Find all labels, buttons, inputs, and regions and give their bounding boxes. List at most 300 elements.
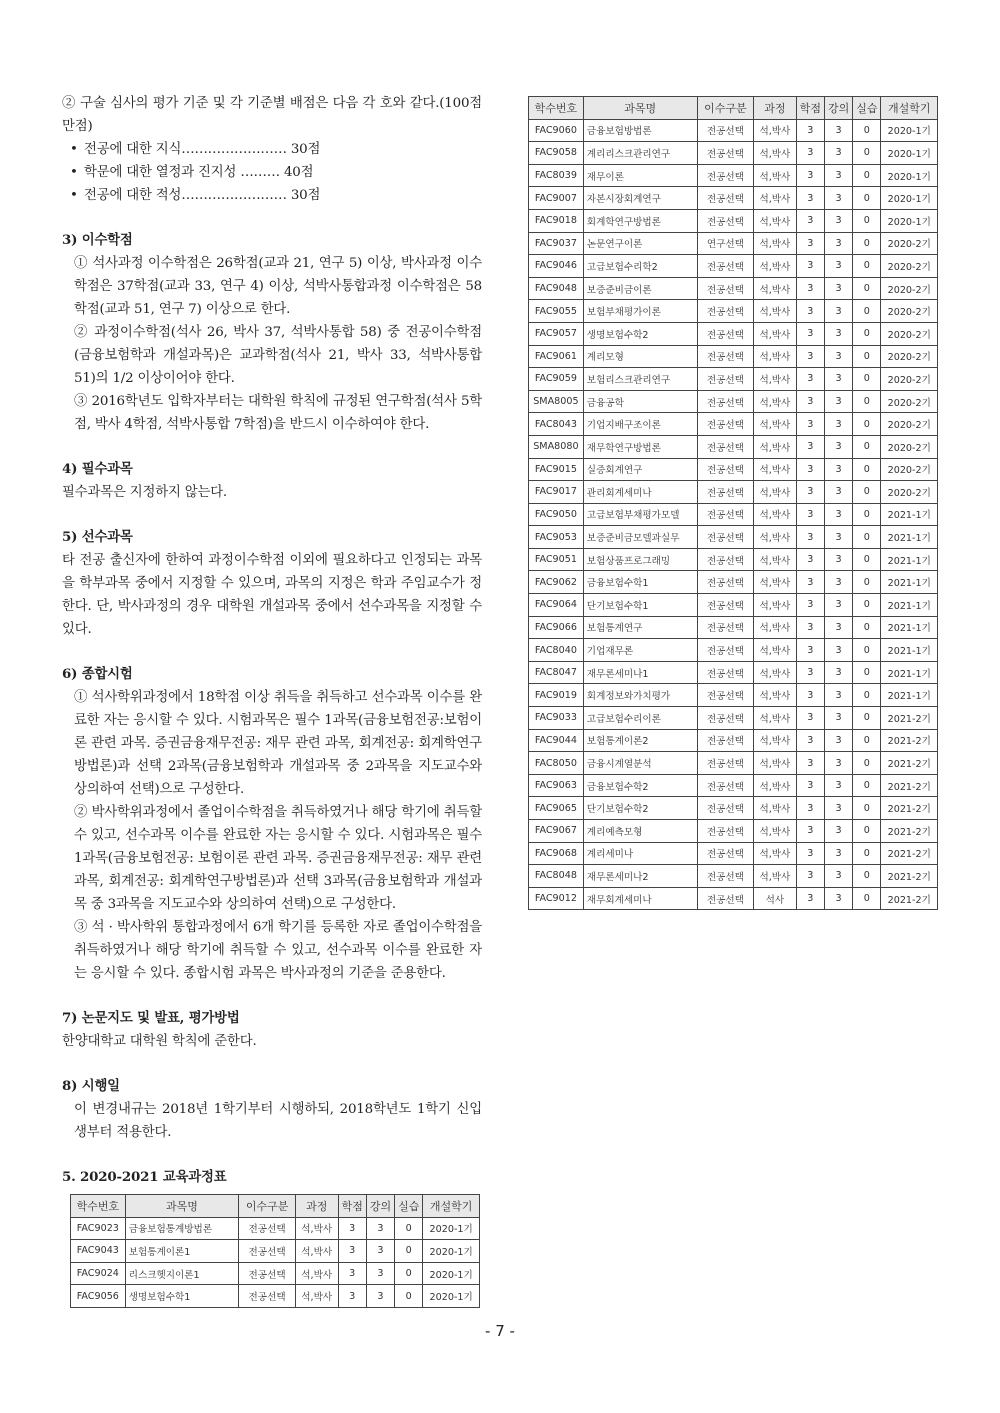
table-cell: 전공선택 xyxy=(697,277,753,300)
table-cell: 0 xyxy=(853,458,881,481)
table-row xyxy=(529,820,938,843)
table-cell: 0 xyxy=(853,232,881,255)
table-cell: 2020-2기 xyxy=(881,390,938,413)
section-title-effective-date: 8) 시행일 xyxy=(62,1078,120,1094)
table-cell: 전공선택 xyxy=(697,752,753,775)
table-row xyxy=(529,368,938,391)
table-cell: 3 xyxy=(824,255,852,278)
table-cell: 0 xyxy=(853,481,881,504)
table-row xyxy=(529,548,938,571)
table-cell: 0 xyxy=(853,368,881,391)
table-row xyxy=(529,255,938,278)
table-cell: 단기보험수학2 xyxy=(583,797,697,820)
table-cell: 석,박사 xyxy=(754,661,797,684)
table-cell: 3 xyxy=(824,594,852,617)
table-row xyxy=(529,887,938,910)
table-cell: FAC9048 xyxy=(529,277,584,300)
column-header: 학점 xyxy=(338,1195,366,1218)
table-cell: 2020-2기 xyxy=(881,458,938,481)
exam-paragraph-2: ② 박사학위과정에서 졸업이수학점을 취득하였거나 해당 학기에 취득할 수 있고, 선수과목 이수를 완료한 자는 응시할 수 있다. 시험과목은 필수 1과목(금융보험전공: 보험이론 관련 과목. 증권금융재무전공: 재무 관련 과목, 회계전공: 회계학연구방법론)과 선택 3과목(금융보험학과 개설과목 중 3과목을 지도교수와 상의하여 선택)으로 구성한다. xyxy=(74,805,482,912)
table-cell: 3 xyxy=(824,639,852,662)
table-cell: 계리리스크관리연구 xyxy=(583,142,697,165)
table-cell: 2020-2기 xyxy=(881,300,938,323)
section-title-required: 4) 필수과목 xyxy=(62,461,133,477)
table-cell: 재무론세미나1 xyxy=(583,661,697,684)
table-cell: 2020-1기 xyxy=(423,1262,480,1285)
table-cell: 석,박사 xyxy=(754,774,797,797)
column-header: 학수번호 xyxy=(71,1195,126,1218)
table-row xyxy=(529,435,938,458)
table-cell: 전공선택 xyxy=(697,413,753,436)
table-cell: 3 xyxy=(338,1285,366,1308)
table-row xyxy=(529,164,938,187)
table-cell: 석,박사 xyxy=(295,1285,338,1308)
table-row xyxy=(529,232,938,255)
table-row xyxy=(529,684,938,707)
table-row xyxy=(529,503,938,526)
table-cell: 3 xyxy=(338,1240,366,1263)
table-row xyxy=(529,639,938,662)
table-cell: 3 xyxy=(824,616,852,639)
table-cell: 3 xyxy=(824,707,852,730)
table-cell: 3 xyxy=(796,390,824,413)
table-row xyxy=(529,729,938,752)
table-cell: 3 xyxy=(824,345,852,368)
table-cell: 전공선택 xyxy=(697,458,753,481)
table-cell: 3 xyxy=(796,594,824,617)
table-cell: 석,박사 xyxy=(754,142,797,165)
table-row xyxy=(529,322,938,345)
criteria-item: • 전공에 대한 지식…………………… 30점 xyxy=(84,138,482,161)
table-cell: 석,박사 xyxy=(754,820,797,843)
criteria-item: • 전공에 대한 적성…………………… 30점 xyxy=(84,184,482,207)
column-header: 과목명 xyxy=(583,97,697,120)
table-cell: FAC9019 xyxy=(529,684,584,707)
curriculum-table-right-wrapper xyxy=(528,96,938,910)
table-cell: 전공선택 xyxy=(697,345,753,368)
table-cell: 계리세미나 xyxy=(583,842,697,865)
table-row xyxy=(529,616,938,639)
table-cell: 3 xyxy=(796,797,824,820)
table-cell: 0 xyxy=(853,164,881,187)
table-cell: 계리모형 xyxy=(583,345,697,368)
table-cell: 석,박사 xyxy=(754,639,797,662)
table-header-row xyxy=(71,1195,480,1218)
table-cell: 2020-2기 xyxy=(881,255,938,278)
table-cell: 3 xyxy=(796,345,824,368)
table-cell: FAC9063 xyxy=(529,774,584,797)
table-cell: 전공선택 xyxy=(697,300,753,323)
table-cell: 2020-1기 xyxy=(881,187,938,210)
table-cell: 2021-2기 xyxy=(881,820,938,843)
table-cell: 2020-2기 xyxy=(881,481,938,504)
table-cell: 3 xyxy=(796,435,824,458)
table-cell: 보험부채평가이론 xyxy=(583,300,697,323)
table-row xyxy=(529,571,938,594)
column-header: 학점 xyxy=(796,97,824,120)
curriculum-table-right xyxy=(528,96,938,910)
table-cell: FAC8043 xyxy=(529,413,584,436)
table-cell: 전공선택 xyxy=(697,820,753,843)
table-cell: FAC9067 xyxy=(529,820,584,843)
table-cell: 3 xyxy=(338,1217,366,1240)
table-cell: FAC9059 xyxy=(529,368,584,391)
table-cell: 석,박사 xyxy=(754,232,797,255)
table-cell: FAC9050 xyxy=(529,503,584,526)
table-cell: 재무이론 xyxy=(583,164,697,187)
table-cell: 0 xyxy=(853,322,881,345)
table-cell: 3 xyxy=(824,865,852,888)
table-row xyxy=(71,1240,480,1263)
table-cell: 전공선택 xyxy=(697,707,753,730)
table-cell: 0 xyxy=(853,255,881,278)
section-title-comprehensive-exam: 6) 종합시험 xyxy=(62,666,133,682)
table-cell: FAC8039 xyxy=(529,164,584,187)
table-cell: FAC9056 xyxy=(71,1285,126,1308)
exam-paragraph-3: ③ 석 · 박사학위 통합과정에서 6개 학기를 등록한 자로 졸업이수학점을 취득하였거나 해당 학기에 취득할 수 있고, 선수과목 이수를 완료한 자는 응시할 수 있다. 종합시험 과목은 박사과정의 기준을 준용한다. xyxy=(74,920,482,981)
table-cell: 보험통계이론1 xyxy=(125,1240,239,1263)
table-cell: 3 xyxy=(824,164,852,187)
table-cell: 전공선택 xyxy=(697,142,753,165)
table-cell: 석,박사 xyxy=(754,865,797,888)
table-cell: 3 xyxy=(796,142,824,165)
table-row xyxy=(529,209,938,232)
table-cell: FAC9065 xyxy=(529,797,584,820)
table-cell: 3 xyxy=(796,684,824,707)
table-cell: 석,박사 xyxy=(754,797,797,820)
column-header: 학수번호 xyxy=(529,97,584,120)
table-cell: 전공선택 xyxy=(697,255,753,278)
table-cell: 2020-1기 xyxy=(423,1285,480,1308)
table-cell: 3 xyxy=(366,1240,394,1263)
table-cell: 2020-2기 xyxy=(881,277,938,300)
table-cell: FAC9023 xyxy=(71,1217,126,1240)
table-cell: 0 xyxy=(853,594,881,617)
effective-date-paragraph: 이 변경내규는 2018년 1학기부터 시행하되, 2018학년도 1학기 신입생부터 적용한다. xyxy=(74,1102,482,1140)
section-title-prerequisite: 5) 선수과목 xyxy=(62,529,133,545)
table-cell: 2020-1기 xyxy=(881,164,938,187)
table-cell: 석,박사 xyxy=(754,322,797,345)
table-row xyxy=(529,413,938,436)
table-cell: 2021-1기 xyxy=(881,548,938,571)
table-cell: 전공선택 xyxy=(697,435,753,458)
table-cell: 3 xyxy=(824,503,852,526)
table-cell: 3 xyxy=(796,503,824,526)
table-cell: 0 xyxy=(853,345,881,368)
table-cell: 전공선택 xyxy=(239,1285,296,1308)
table-cell: 석,박사 xyxy=(754,842,797,865)
table-cell: 3 xyxy=(796,164,824,187)
table-row xyxy=(529,300,938,323)
table-cell: 석,박사 xyxy=(754,548,797,571)
table-cell: 전공선택 xyxy=(239,1217,296,1240)
thesis-paragraph: 한양대학교 대학원 학칙에 준한다. xyxy=(62,1034,257,1049)
table-cell: 고급보험수리학2 xyxy=(583,255,697,278)
table-cell: FAC8047 xyxy=(529,661,584,684)
criteria-item: • 학문에 대한 열정과 진지성 ……… 40점 xyxy=(84,161,482,184)
table-cell: 전공선택 xyxy=(697,842,753,865)
table-cell: 전공선택 xyxy=(697,639,753,662)
table-cell: 0 xyxy=(853,503,881,526)
table-cell: 2020-2기 xyxy=(881,232,938,255)
table-cell: 석,박사 xyxy=(754,187,797,210)
table-cell: 3 xyxy=(824,187,852,210)
table-cell: FAC8050 xyxy=(529,752,584,775)
section-title-curriculum: 5. 2020-2021 교육과정표 xyxy=(62,1169,227,1185)
table-cell: 석,박사 xyxy=(754,526,797,549)
table-cell: 2020-2기 xyxy=(881,435,938,458)
table-cell: 석,박사 xyxy=(754,707,797,730)
curriculum-table-bottom-wrapper xyxy=(70,1194,480,1308)
criteria-list xyxy=(62,138,482,207)
table-cell: 전공선택 xyxy=(697,526,753,549)
table-cell: 3 xyxy=(796,413,824,436)
table-cell: 3 xyxy=(824,752,852,775)
table-cell: 0 xyxy=(853,187,881,210)
table-header-row xyxy=(529,97,938,120)
table-cell: FAC9061 xyxy=(529,345,584,368)
table-cell: 재무학연구방법론 xyxy=(583,435,697,458)
table-cell: 석,박사 xyxy=(754,119,797,142)
table-cell: 3 xyxy=(824,390,852,413)
table-row xyxy=(529,277,938,300)
table-cell: 생명보험수학2 xyxy=(583,322,697,345)
table-cell: 3 xyxy=(824,435,852,458)
table-cell: 2021-2기 xyxy=(881,865,938,888)
table-cell: 2021-1기 xyxy=(881,661,938,684)
table-cell: 석,박사 xyxy=(754,435,797,458)
table-cell: 3 xyxy=(796,842,824,865)
table-cell: 석,박사 xyxy=(754,616,797,639)
table-cell: 2021-1기 xyxy=(881,639,938,662)
table-cell: 기업재무론 xyxy=(583,639,697,662)
table-cell: 자본시장회계연구 xyxy=(583,187,697,210)
table-cell: 3 xyxy=(824,119,852,142)
table-cell: 0 xyxy=(395,1285,423,1308)
table-cell: 고급보험부채평가모델 xyxy=(583,503,697,526)
prerequisite-paragraph: 타 전공 출신자에 한하여 과정이수학점 이외에 필요하다고 인정되는 과목을 학부과목 중에서 지정할 수 있으며, 과목의 지정은 학과 주임교수가 정한다. 단, 박사과정의 경우 대학원 개설과목 중에서 선수과목을 지정할 수 있다. xyxy=(62,553,482,637)
table-cell: 3 xyxy=(796,571,824,594)
table-cell: 석,박사 xyxy=(754,503,797,526)
table-cell: 3 xyxy=(824,526,852,549)
column-header: 개설학기 xyxy=(881,97,938,120)
table-cell: 0 xyxy=(853,661,881,684)
table-cell: 회계정보와가치평가 xyxy=(583,684,697,707)
table-cell: 0 xyxy=(853,820,881,843)
table-cell: FAC9051 xyxy=(529,548,584,571)
table-cell: 석,박사 xyxy=(754,209,797,232)
table-cell: 재무회계세미나 xyxy=(583,887,697,910)
table-cell: 전공선택 xyxy=(697,481,753,504)
table-cell: 석사 xyxy=(754,887,797,910)
curriculum-table-bottom xyxy=(70,1194,480,1308)
table-cell: 0 xyxy=(853,119,881,142)
table-cell: 전공선택 xyxy=(697,865,753,888)
table-row xyxy=(529,481,938,504)
table-cell: 전공선택 xyxy=(697,684,753,707)
table-cell: 전공선택 xyxy=(697,503,753,526)
table-cell: 전공선택 xyxy=(697,119,753,142)
table-cell: 2020-2기 xyxy=(881,322,938,345)
table-cell: 0 xyxy=(853,390,881,413)
table-row xyxy=(529,142,938,165)
table-cell: 2020-2기 xyxy=(881,368,938,391)
table-cell: 3 xyxy=(824,797,852,820)
table-cell: 전공선택 xyxy=(697,616,753,639)
table-cell: 2021-1기 xyxy=(881,684,938,707)
table-row xyxy=(529,390,938,413)
table-cell: 3 xyxy=(824,661,852,684)
table-cell: SMA8080 xyxy=(529,435,584,458)
table-cell: 전공선택 xyxy=(697,729,753,752)
table-cell: 3 xyxy=(824,322,852,345)
table-cell: 전공선택 xyxy=(697,322,753,345)
table-cell: 0 xyxy=(853,752,881,775)
table-cell: 전공선택 xyxy=(239,1262,296,1285)
table-row xyxy=(529,661,938,684)
table-cell: 보증준비금모델과실무 xyxy=(583,526,697,549)
table-cell: 3 xyxy=(796,865,824,888)
table-cell: 회계학연구방법론 xyxy=(583,209,697,232)
table-cell: 금융공학 xyxy=(583,390,697,413)
table-cell: 0 xyxy=(853,209,881,232)
table-cell: 3 xyxy=(796,322,824,345)
section-title-credits: 3) 이수학점 xyxy=(62,232,133,248)
table-cell: 0 xyxy=(395,1217,423,1240)
credits-paragraph-2: ② 과정이수학점(석사 26, 박사 37, 석박사통합 58) 중 전공이수학점(금융보험학과 개설과목)은 교과학점(석사 21, 박사 33, 석박사통합 51)의 1/2 이상이어야 한다. xyxy=(74,325,482,386)
table-row xyxy=(529,752,938,775)
table-cell: FAC9055 xyxy=(529,300,584,323)
table-cell: FAC8048 xyxy=(529,865,584,888)
table-cell: 전공선택 xyxy=(697,594,753,617)
table-cell: FAC9012 xyxy=(529,887,584,910)
table-cell: 생명보험수학1 xyxy=(125,1285,239,1308)
table-cell: FAC9060 xyxy=(529,119,584,142)
table-cell: 0 xyxy=(853,548,881,571)
column-header: 실습 xyxy=(853,97,881,120)
table-cell: 석,박사 xyxy=(754,300,797,323)
table-cell: 2020-2기 xyxy=(881,413,938,436)
table-cell: 0 xyxy=(853,435,881,458)
table-row xyxy=(529,345,938,368)
table-cell: 3 xyxy=(796,616,824,639)
table-cell: 2021-2기 xyxy=(881,729,938,752)
table-cell: 3 xyxy=(796,526,824,549)
table-cell: 0 xyxy=(853,526,881,549)
table-cell: 3 xyxy=(824,277,852,300)
column-header: 개설학기 xyxy=(423,1195,480,1218)
table-cell: 보험리스크관리연구 xyxy=(583,368,697,391)
table-cell: FAC9064 xyxy=(529,594,584,617)
table-cell: 3 xyxy=(824,842,852,865)
table-cell: 2020-1기 xyxy=(881,209,938,232)
table-cell: 0 xyxy=(853,142,881,165)
table-cell: FAC9043 xyxy=(71,1240,126,1263)
table-cell: 3 xyxy=(824,820,852,843)
table-cell: 전공선택 xyxy=(697,661,753,684)
table-cell: 3 xyxy=(824,368,852,391)
credits-paragraph-3: ③ 2016학년도 입학자부터는 대학원 학칙에 규정된 연구학점(석사 5학점, 박사 4학점, 석박사통합 7학점)을 반드시 이수하여야 한다. xyxy=(74,394,482,432)
table-cell: 전공선택 xyxy=(697,164,753,187)
table-cell: 3 xyxy=(796,300,824,323)
column-header: 과목명 xyxy=(125,1195,239,1218)
table-cell: 2020-1기 xyxy=(423,1240,480,1263)
table-cell: 석,박사 xyxy=(295,1262,338,1285)
table-row xyxy=(529,797,938,820)
table-cell: 3 xyxy=(824,413,852,436)
table-cell: FAC9057 xyxy=(529,322,584,345)
table-cell: 3 xyxy=(796,458,824,481)
table-cell: 전공선택 xyxy=(697,887,753,910)
table-cell: 3 xyxy=(796,548,824,571)
column-header: 실습 xyxy=(395,1195,423,1218)
table-cell: 3 xyxy=(824,458,852,481)
table-cell: FAC9066 xyxy=(529,616,584,639)
table-cell: 2020-1기 xyxy=(423,1217,480,1240)
column-header: 과정 xyxy=(295,1195,338,1218)
table-cell: 3 xyxy=(796,255,824,278)
table-cell: 2021-2기 xyxy=(881,887,938,910)
table-cell: 3 xyxy=(824,209,852,232)
section-title-thesis: 7) 논문지도 및 발표, 평가방법 xyxy=(62,1010,240,1026)
table-cell: 0 xyxy=(853,616,881,639)
table-cell: 3 xyxy=(366,1285,394,1308)
table-row xyxy=(529,865,938,888)
table-cell: 석,박사 xyxy=(754,752,797,775)
table-cell: 석,박사 xyxy=(754,481,797,504)
table-cell: 석,박사 xyxy=(754,255,797,278)
table-cell: 전공선택 xyxy=(697,774,753,797)
table-cell: 3 xyxy=(796,209,824,232)
table-cell: 0 xyxy=(853,277,881,300)
table-cell: 석,박사 xyxy=(754,729,797,752)
column-header: 이수구분 xyxy=(697,97,753,120)
table-cell: 논문연구이론 xyxy=(583,232,697,255)
table-cell: 0 xyxy=(853,774,881,797)
table-cell: 3 xyxy=(796,277,824,300)
table-row xyxy=(529,842,938,865)
table-cell: FAC9062 xyxy=(529,571,584,594)
table-cell: 3 xyxy=(338,1262,366,1285)
table-cell: 2021-1기 xyxy=(881,616,938,639)
table-cell: 석,박사 xyxy=(295,1217,338,1240)
table-cell: 전공선택 xyxy=(697,797,753,820)
table-cell: 3 xyxy=(796,729,824,752)
table-cell: 2021-1기 xyxy=(881,571,938,594)
table-cell: 계리예측모형 xyxy=(583,820,697,843)
table-cell: 3 xyxy=(796,774,824,797)
table-cell: FAC9007 xyxy=(529,187,584,210)
table-cell: 2021-2기 xyxy=(881,774,938,797)
table-cell: 금융보험방법론 xyxy=(583,119,697,142)
column-header: 이수구분 xyxy=(239,1195,296,1218)
table-cell: FAC9033 xyxy=(529,707,584,730)
table-cell: 0 xyxy=(853,797,881,820)
table-cell: 보험상품프로그래밍 xyxy=(583,548,697,571)
table-cell: 3 xyxy=(824,729,852,752)
table-cell: 2021-2기 xyxy=(881,707,938,730)
table-cell: 석,박사 xyxy=(754,368,797,391)
table-row xyxy=(71,1285,480,1308)
table-cell: 2021-1기 xyxy=(881,503,938,526)
table-cell: 전공선택 xyxy=(697,390,753,413)
table-cell: 전공선택 xyxy=(697,187,753,210)
table-cell: 2021-2기 xyxy=(881,797,938,820)
table-row xyxy=(529,458,938,481)
table-cell: 3 xyxy=(796,752,824,775)
oral-exam-criteria-intro: ② 구술 심사의 평가 기준 및 각 기준별 배점은 다음 각 호와 같다.(100점 만점) xyxy=(62,96,482,134)
table-cell: 0 xyxy=(853,639,881,662)
